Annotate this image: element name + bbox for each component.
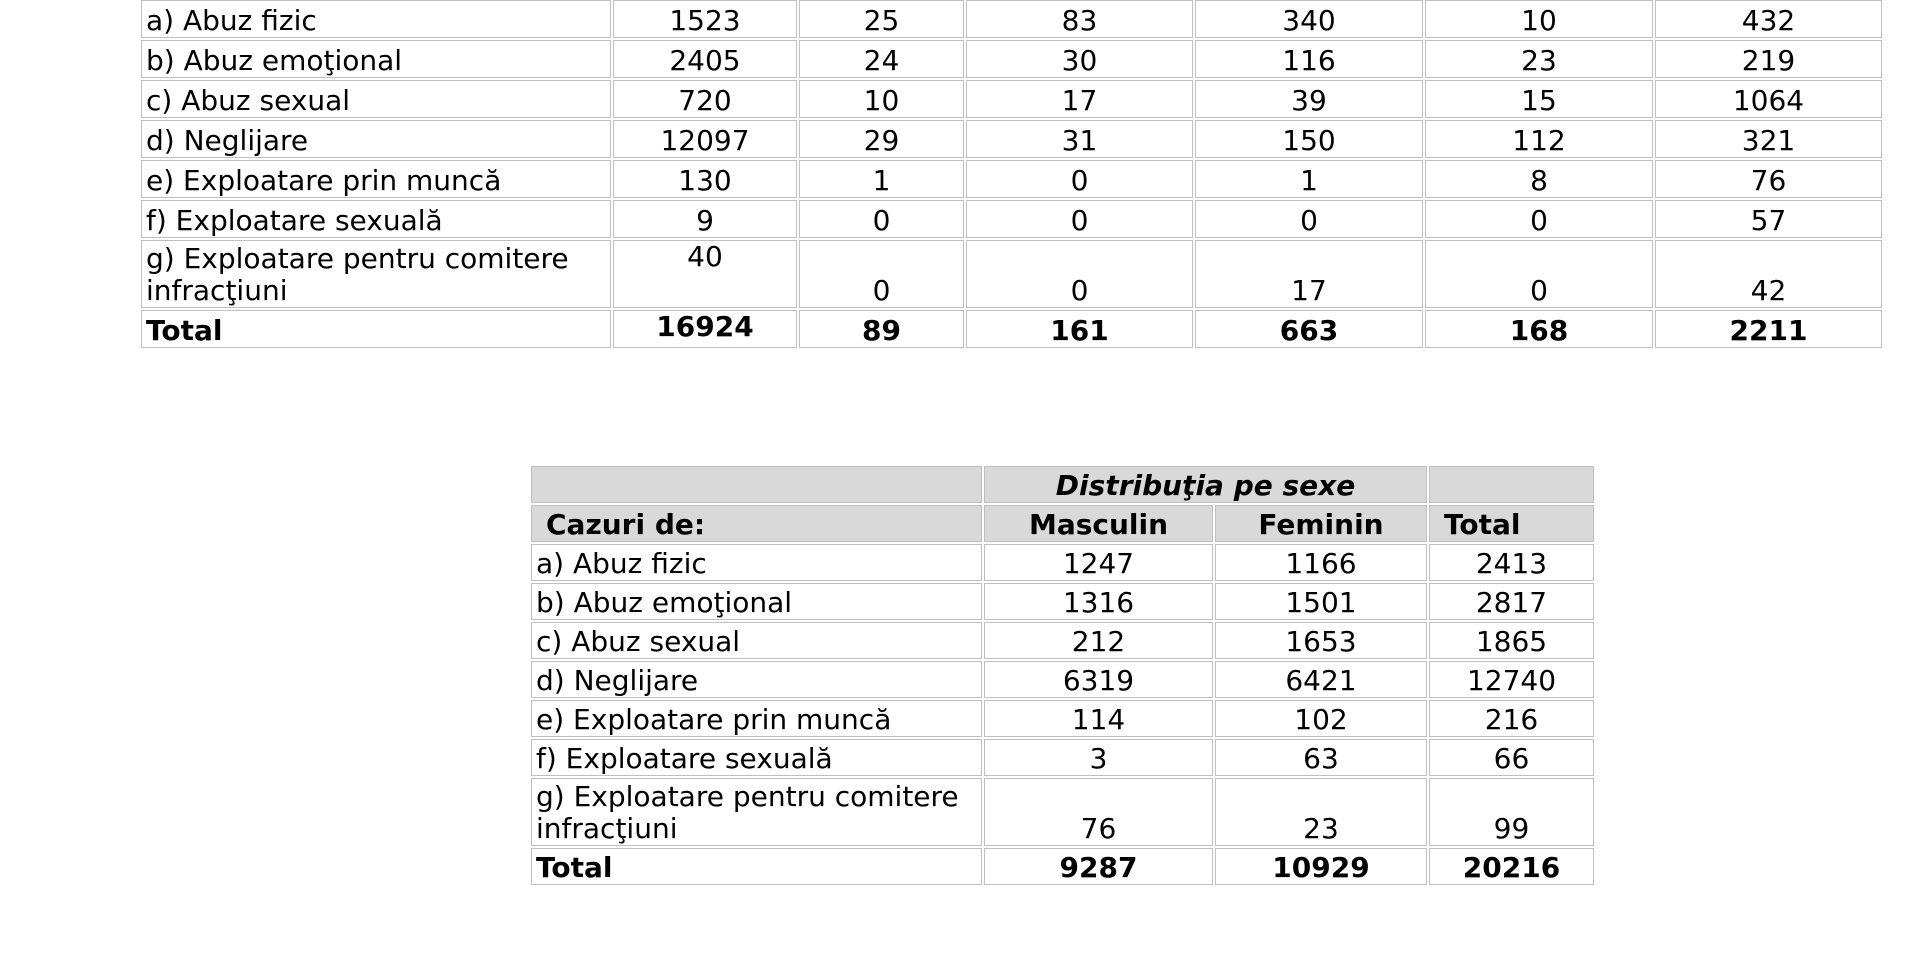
cell-value: 2405 [613, 40, 797, 78]
cell-value: 1064 [1655, 80, 1882, 118]
group-header-row [531, 466, 1594, 503]
cases-table-by-sex [529, 464, 1596, 887]
cell-value: 23 [1215, 778, 1427, 846]
table-row [531, 739, 1594, 776]
row-label: b) Abuz emoţional [531, 583, 982, 620]
cell-value: 168 [1425, 310, 1653, 348]
cell-value: 6421 [1215, 661, 1427, 698]
cell-value: 1 [799, 160, 964, 198]
cell-value: 39 [1195, 80, 1423, 118]
header-empty-cell [531, 466, 982, 503]
row-label: c) Abuz sexual [141, 80, 611, 118]
cell-value: 17 [966, 80, 1193, 118]
cell-value: 663 [1195, 310, 1423, 348]
cell-value: 57 [1655, 200, 1882, 238]
cell-value: 2211 [1655, 310, 1882, 348]
row-label: d) Neglijare [531, 661, 982, 698]
cell-value: 10929 [1215, 848, 1427, 885]
row-label: c) Abuz sexual [531, 622, 982, 659]
cell-value: 321 [1655, 120, 1882, 158]
cell-value: 12740 [1429, 661, 1594, 698]
cell-value: 10 [1425, 0, 1653, 38]
cases-table-by-category [139, 0, 1884, 350]
cell-value: 2817 [1429, 583, 1594, 620]
cell-value: 216 [1429, 700, 1594, 737]
cell-value: 9 [613, 200, 797, 238]
row-label: b) Abuz emoţional [141, 40, 611, 78]
cell-value: 20216 [1429, 848, 1594, 885]
row-label: g) Exploatare pentru comitere infracţiuni [531, 778, 982, 846]
cell-value: 23 [1425, 40, 1653, 78]
cell-value: 0 [1425, 240, 1653, 308]
cell-value: 12097 [613, 120, 797, 158]
cell-value: 10 [799, 80, 964, 118]
cell-value: 1653 [1215, 622, 1427, 659]
cell-value: 15 [1425, 80, 1653, 118]
row-label: a) Abuz fizic [531, 544, 982, 581]
row-label: g) Exploatare pentru comitere infracţiuni [141, 240, 611, 308]
cell-value: 150 [1195, 120, 1423, 158]
cell-value: 30 [966, 40, 1193, 78]
row-label: a) Abuz fizic [141, 0, 611, 38]
cell-value: 0 [1195, 200, 1423, 238]
cell-value: 76 [1655, 160, 1882, 198]
cell-value: 130 [613, 160, 797, 198]
header-empty-cell [1429, 466, 1594, 503]
cell-value: 17 [1195, 240, 1423, 308]
cell-value: 76 [984, 778, 1213, 846]
cell-value: 24 [799, 40, 964, 78]
column-header: Masculin [984, 505, 1213, 542]
column-header: Feminin [1215, 505, 1427, 542]
row-label: e) Exploatare prin muncă [141, 160, 611, 198]
cell-value: 6319 [984, 661, 1213, 698]
group-header: Distribuţia pe sexe [984, 466, 1427, 503]
cell-value: 29 [799, 120, 964, 158]
cell-value: 40 [613, 240, 797, 308]
table-row [531, 622, 1594, 659]
cell-value: 31 [966, 120, 1193, 158]
cell-value: 1523 [613, 0, 797, 38]
cell-value: 66 [1429, 739, 1594, 776]
cell-value: 0 [966, 200, 1193, 238]
cell-value: 83 [966, 0, 1193, 38]
row-label: Total [141, 310, 611, 348]
cell-value: 0 [1425, 200, 1653, 238]
table-row [141, 200, 1882, 238]
cell-value: 8 [1425, 160, 1653, 198]
cell-value: 114 [984, 700, 1213, 737]
table-row [141, 160, 1882, 198]
cell-value: 16924 [613, 310, 797, 348]
total-row [531, 848, 1594, 885]
total-row [141, 310, 1882, 348]
cell-value: 102 [1215, 700, 1427, 737]
column-header: Cazuri de: [531, 505, 982, 542]
cell-value: 25 [799, 0, 964, 38]
cell-value: 340 [1195, 0, 1423, 38]
cell-value: 720 [613, 80, 797, 118]
cell-value: 161 [966, 310, 1193, 348]
cell-value: 99 [1429, 778, 1594, 846]
cell-value: 1316 [984, 583, 1213, 620]
row-label: Total [531, 848, 982, 885]
cell-value: 1247 [984, 544, 1213, 581]
cell-value: 0 [966, 240, 1193, 308]
cell-value: 112 [1425, 120, 1653, 158]
table-row [531, 700, 1594, 737]
table-row [531, 778, 1594, 846]
cell-value: 9287 [984, 848, 1213, 885]
cell-value: 63 [1215, 739, 1427, 776]
cell-value: 219 [1655, 40, 1882, 78]
cell-value: 42 [1655, 240, 1882, 308]
table-row [141, 120, 1882, 158]
cell-value: 1 [1195, 160, 1423, 198]
row-label: f) Exploatare sexuală [531, 739, 982, 776]
table-row [531, 544, 1594, 581]
cell-value: 1501 [1215, 583, 1427, 620]
cell-value: 1166 [1215, 544, 1427, 581]
cell-value: 3 [984, 739, 1213, 776]
cell-value: 432 [1655, 0, 1882, 38]
table-row [141, 0, 1882, 38]
cell-value: 0 [799, 240, 964, 308]
cell-value: 2413 [1429, 544, 1594, 581]
cell-value: 0 [966, 160, 1193, 198]
cell-value: 212 [984, 622, 1213, 659]
column-header-row [531, 505, 1594, 542]
cell-value: 1865 [1429, 622, 1594, 659]
cell-value: 116 [1195, 40, 1423, 78]
column-header: Total [1429, 505, 1594, 542]
table-row [531, 661, 1594, 698]
row-label: d) Neglijare [141, 120, 611, 158]
cell-value: 0 [799, 200, 964, 238]
table-row [141, 40, 1882, 78]
table-row [141, 80, 1882, 118]
table-row [141, 240, 1882, 308]
table-row [531, 583, 1594, 620]
row-label: e) Exploatare prin muncă [531, 700, 982, 737]
cell-value: 89 [799, 310, 964, 348]
row-label: f) Exploatare sexuală [141, 200, 611, 238]
